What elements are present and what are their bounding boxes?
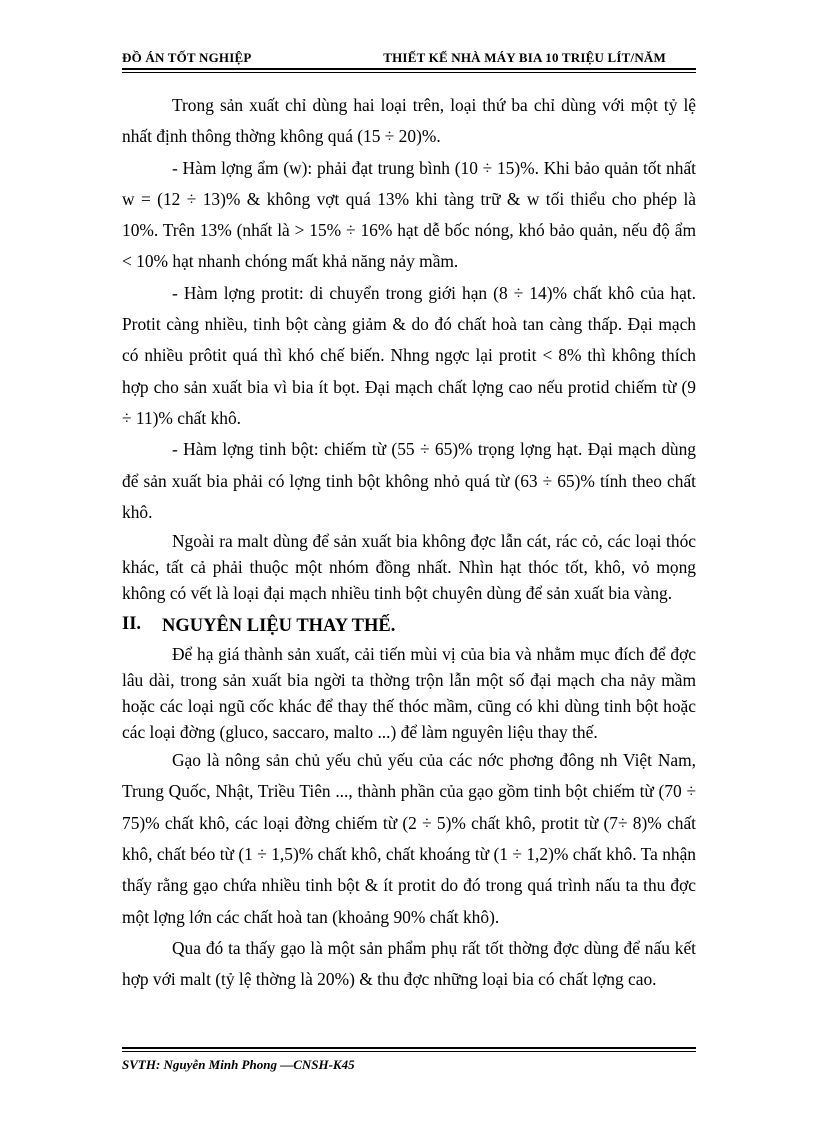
paragraph: Trong sản xuất chỉ dùng hai loại trên, loại thứ ba chỉ dùng với một tỷ lệ nhất định thông thờng không quá (15 ÷ 20)%.: [122, 95, 696, 147]
header-rule-thick: [122, 68, 696, 70]
paragraph: - Hàm lợng protit: di chuyển trong giới hạn (8 ÷ 14)% chất khô của hạt. Protit càng nhiều, tinh bột càng giảm & do đó chất hoà tan càng thấp. Đại mạch có nhiều prôtit quá thì khó chế biến. Nhng ngợc lại protit < 8% thì không thích hợp cho sản xuất bia vì bia ít bọt. Đại mạch chất lợng cao nếu protid chiếm từ (9 ÷ 11)% chất khô.: [122, 282, 696, 428]
paragraph: Để hạ giá thành sản xuất, cải tiến mùi vị của bia và nhằm mục đích để đợc lâu dài, trong sản xuất bia ngời ta thờng trộn lẫn một số đại mạch cha nảy mầm hoặc các loại ngũ cốc khác để thay thế thóc mầm, cũng có khi dùng tinh bột hoặc các loại đờng (gluco, saccaro, malto ...) để làm nguyên liệu thay thế.: [122, 644, 696, 743]
section-title: NGUYÊN LIỆU THAY THẾ.: [162, 616, 396, 637]
header-left-title: ĐỒ ÁN TỐT NGHIỆP: [122, 50, 252, 65]
paragraph: - Hàm lợng ẩm (w): phải đạt trung bình (10 ÷ 15)%. Khi bảo quản tốt nhất w = (12 ÷ 13)% & không vợt quá 13% khi tàng trữ & w tối thiểu cho phép là 10%. Trên 13% (nhất là > 15% ÷ 16% hạt dễ bốc nóng, khó bảo quản, nếu độ ẩm < 10% hạt nhanh chóng mất khả năng nảy mầm.: [122, 157, 696, 272]
paragraph: Gạo là nông sản chủ yếu chủ yếu của các nớc phơng đông nh Việt Nam, Trung Quốc, Nhật, Triều Tiên ..., thành phần của gạo gồm tinh bột chiếm từ (70 ÷ 75)% chất khô, các loại đờng chiếm từ (2 ÷ 5)% chất khô, protit từ (7÷ 8)% chất khô, chất béo từ (1 ÷ 1,5)% chất khô, chất khoáng từ (1 ÷ 1,2)% chất khô. Ta nhận thấy rằng gạo chứa nhiều tinh bột & ít protit do đó trong quá trình nấu ta thu đợc một lợng lớn các chất hoà tan (khoảng 90% chất khô).: [122, 750, 696, 927]
section-heading: [122, 608, 696, 641]
header-right-title: THIẾT KẾ NHÀ MÁY BIA 10 TRIỆU LÍT/NĂM: [383, 50, 666, 65]
body-content: [122, 90, 696, 996]
section-number: II.: [122, 614, 142, 635]
footer-rule-thick: [122, 1047, 696, 1049]
paragraph: Qua đó ta thấy gạo là một sản phẩm phụ rất tốt thờng đợc dùng để nấu kết hợp với malt (tỷ lệ thờng là 20%) & thu đợc những loại bia có chất lợng cao.: [122, 937, 696, 990]
page-footer: SVTH: Nguyễn Minh Phong —CNSH-K45: [122, 1057, 355, 1072]
paragraph: - Hàm lợng tinh bột: chiếm từ (55 ÷ 65)% trọng lợng hạt. Đại mạch dùng để sản xuất bia phải có lợng tinh bột không nhỏ quá từ (63 ÷ 65)% tính theo chất khô.: [122, 439, 696, 522]
footer-rule-thin: [122, 1051, 696, 1052]
header-rule-thin: [122, 72, 696, 73]
page-header: [122, 50, 696, 68]
paragraph: Ngoài ra malt dùng để sản xuất bia không đợc lẫn cát, rác cỏ, các loại thóc khác, tất cả phải thuộc một nhóm đồng nhất. Nhìn hạt thóc tốt, khô, vỏ mọng không có vết là loại đại mạch nhiều tinh bột chuyên dùng để sản xuất bia vàng.: [122, 531, 696, 604]
